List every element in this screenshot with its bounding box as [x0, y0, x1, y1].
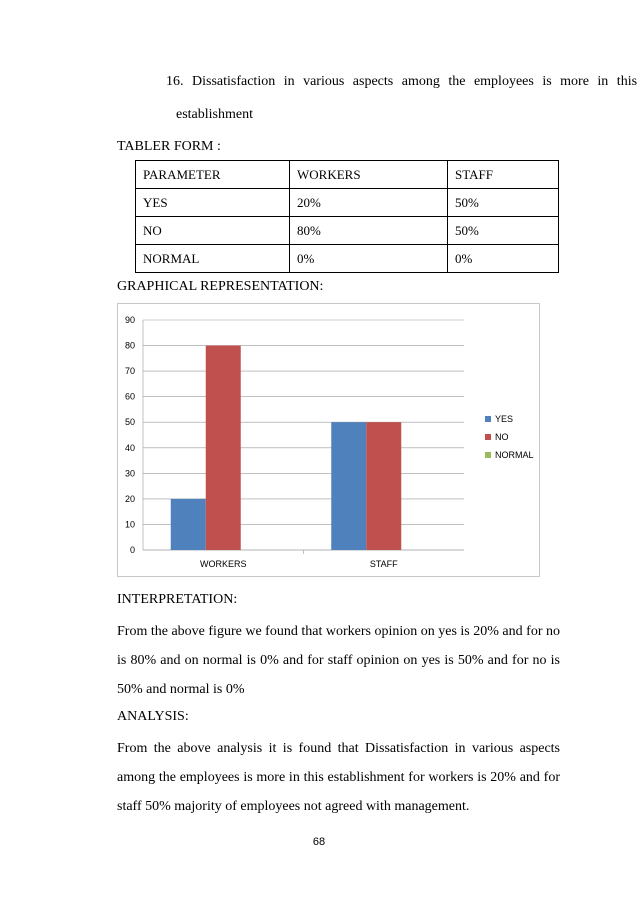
y-tick-label: 80	[124, 340, 135, 351]
y-tick-label: 20	[124, 493, 135, 504]
legend-swatch-normal	[485, 452, 491, 458]
table-cell: 20%	[290, 189, 448, 217]
data-table	[135, 160, 559, 273]
y-tick-label: 10	[124, 519, 135, 530]
header-cell-workers: WORKERS	[290, 161, 448, 189]
bar-no-staff	[366, 422, 401, 550]
table-cell: 50%	[448, 217, 559, 245]
table-cell: 0%	[448, 245, 559, 273]
heading-line-1	[166, 74, 637, 90]
graph-label: GRAPHICAL REPRESENTATION:	[117, 279, 324, 294]
heading-text: Dissatisfaction in various aspects among the employees is more in this	[192, 74, 638, 89]
header-cell-parameter: PARAMETER	[136, 161, 290, 189]
table-row	[136, 217, 559, 245]
y-tick-label: 40	[124, 442, 135, 453]
table-cell: 50%	[448, 189, 559, 217]
bar-yes-staff	[331, 422, 366, 550]
legend-label-yes: YES	[495, 414, 514, 424]
table-label: TABLER FORM :	[117, 139, 221, 154]
y-tick-label: 0	[129, 545, 135, 555]
legend-label-normal: NORMAL	[495, 450, 534, 460]
x-tick-label: STAFF	[369, 559, 398, 569]
bar-chart	[117, 303, 540, 577]
legend-label-no: NO	[495, 432, 509, 442]
legend-swatch-no	[485, 434, 491, 440]
y-tick-label: 30	[124, 468, 135, 479]
table-cell: NO	[136, 217, 290, 245]
heading-line-2: establishment	[176, 107, 253, 122]
heading-number: 16.	[166, 74, 184, 89]
legend-swatch-yes	[485, 416, 491, 422]
y-tick-label: 70	[124, 366, 135, 377]
analysis-text: From the above analysis it is found that Dissatisfaction in various aspects among the employees is more in this establishment for workers is 20% and for staff 50% majority of employees not agreed with management.	[117, 741, 560, 814]
interpretation-title: INTERPRETATION:	[117, 592, 238, 607]
header-cell-staff: STAFF	[448, 161, 559, 189]
interpretation-text: From the above figure we found that workers opinion on yes is 20% and for no is 80% and on normal is 0% and for staff opinion on yes is 50% and for no is 50% and normal is 0%	[117, 624, 560, 697]
bar-yes-workers	[171, 499, 206, 550]
bar-no-workers	[206, 346, 241, 550]
table-cell: YES	[136, 189, 290, 217]
y-tick-label: 50	[124, 417, 135, 428]
table-header-row	[136, 161, 559, 189]
table-cell: 80%	[290, 217, 448, 245]
x-tick-label: WORKERS	[199, 559, 247, 569]
chart-svg	[118, 304, 541, 578]
table-row	[136, 189, 559, 217]
page-number: 68	[312, 836, 326, 848]
y-tick-label: 90	[124, 315, 135, 325]
y-tick-label: 60	[124, 391, 135, 402]
table-cell: 0%	[290, 245, 448, 273]
table-cell: NORMAL	[136, 245, 290, 273]
analysis-title: ANALYSIS:	[117, 709, 189, 724]
table-row	[136, 245, 559, 273]
